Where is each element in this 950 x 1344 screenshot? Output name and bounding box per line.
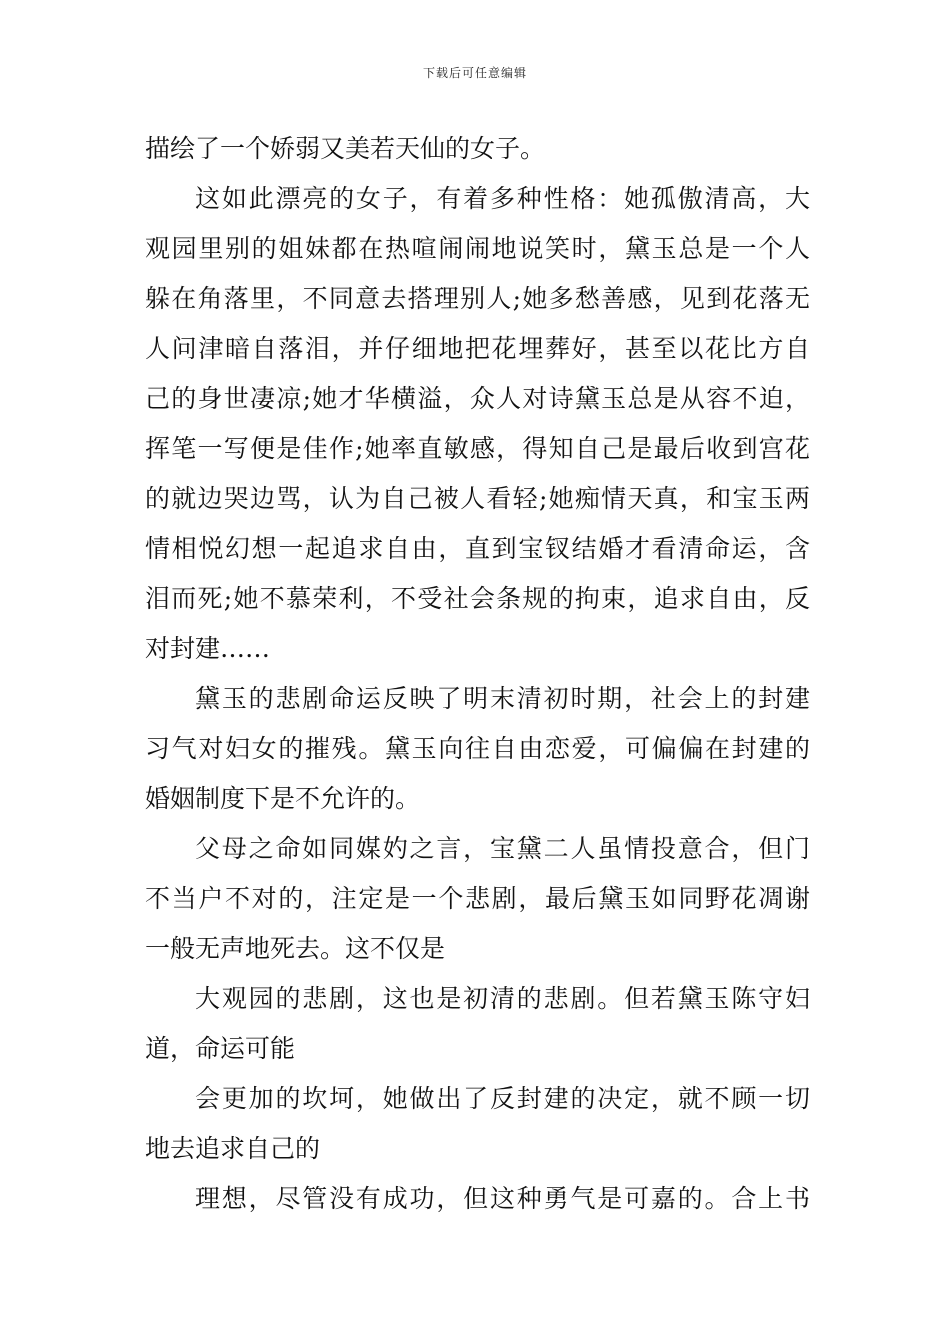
text-line: 的就边哭边骂，认为自己被人看轻;她痴情天真，和宝玉两 [145, 484, 810, 513]
text-line: 会更加的坎坷，她做出了反封建的决定，就不顾一切 [195, 1084, 810, 1113]
text-line: 情相悦幻想一起追求自由，直到宝钗结婚才看清命运，含 [145, 534, 810, 563]
text-line: 观园里别的姐妹都在热喧闹闹地说笑时，黛玉总是一个人 [145, 234, 810, 263]
text-line: 理想，尽管没有成功，但这种勇气是可嘉的。合上书 [195, 1184, 810, 1213]
text-line: 挥笔一写便是佳作;她率直敏感，得知自己是最后收到宫花 [145, 434, 810, 463]
text-line: 不当户不对的，注定是一个悲剧，最后黛玉如同野花凋谢 [145, 884, 810, 913]
document-body [145, 124, 810, 1224]
text-line: 父母之命如同媒妁之言，宝黛二人虽情投意合，但门 [195, 834, 810, 863]
text-line: 人问津暗自落泪，并仔细地把花埋葬好，甚至以花比方自 [145, 334, 810, 363]
text-line: 婚姻制度下是不允许的。 [145, 784, 421, 813]
text-line: 黛玉的悲剧命运反映了明末清初时期，社会上的封建 [195, 684, 810, 713]
text-line: 描绘了一个娇弱又美若天仙的女子。 [145, 134, 546, 163]
text-line: 对封建…… [145, 634, 271, 663]
text-line: 这如此漂亮的女子，有着多种性格：她孤傲清高，大 [195, 184, 810, 213]
page-header: 下载后可任意编辑 [422, 66, 527, 80]
text-line: 地去追求自己的 [145, 1134, 321, 1163]
text-line: 泪而死;她不慕荣利，不受社会条规的拘束，追求自由，反 [145, 584, 810, 613]
text-line: 己的身世凄凉;她才华横溢，众人对诗黛玉总是从容不迫， [145, 384, 810, 413]
text-line: 一般无声地死去。这不仅是 [145, 934, 446, 963]
text-line: 大观园的悲剧，这也是初清的悲剧。但若黛玉陈守妇 [195, 984, 810, 1013]
text-line: 躲在角落里，不同意去搭理别人;她多愁善感，见到花落无 [145, 284, 810, 313]
text-line: 道，命运可能 [145, 1034, 296, 1063]
text-line: 习气对妇女的摧残。黛玉向往自由恋爱，可偏偏在封建的 [145, 734, 810, 763]
